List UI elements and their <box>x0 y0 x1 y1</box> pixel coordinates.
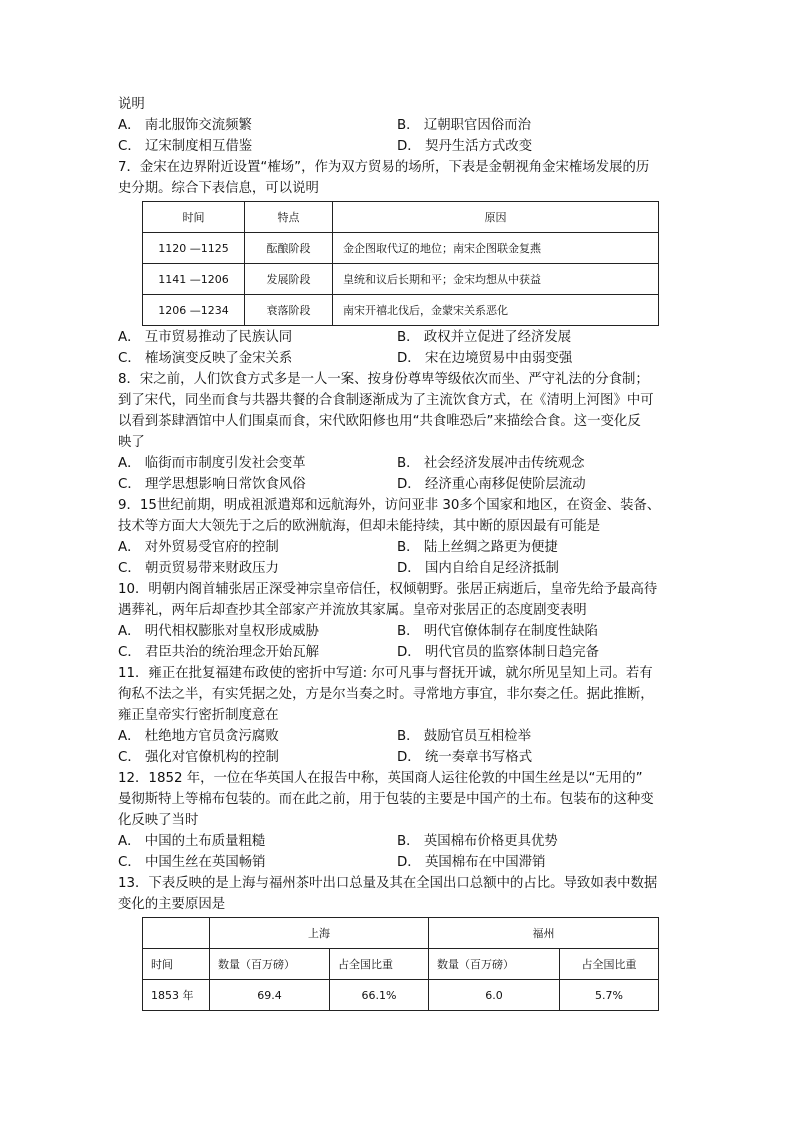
table-group-header-row <box>143 918 659 949</box>
q7-option-c[interactable]: C． 榷场演变反映了金宋关系 <box>118 351 293 366</box>
q7-option-d[interactable]: D． 宋在边境贸易中由弱变强 <box>397 351 573 366</box>
table-row <box>143 980 659 1011</box>
q6-option-b[interactable]: B． 辽朝职官因俗而治 <box>397 118 531 133</box>
q12-option-d[interactable]: D． 英国棉布在中国滞销 <box>397 855 546 870</box>
q8-stem-line-2: 到了宋代，同坐而食与共器共餐的合食制逐渐成为了主流饮食方式，在《清明上河图》中可 <box>118 393 654 408</box>
q7-option-a[interactable]: A． 互市贸易推动了民族认同 <box>118 330 293 345</box>
q11-option-a[interactable]: A． 杜绝地方官员贪污腐败 <box>118 729 279 744</box>
q11-option-b[interactable]: B． 鼓励官员互相检举 <box>397 729 531 744</box>
table-header-row <box>143 949 659 980</box>
table-header-cell: 时间 <box>143 202 245 233</box>
q8-options-row-1 <box>118 453 678 474</box>
table-cell: 1141 —1206 <box>143 264 245 295</box>
table-cell: 6.0 <box>429 980 560 1011</box>
q9-options-row-2 <box>118 558 678 579</box>
q11-stem-line-2: 徇私不法之半，有实凭据之处，方是尔当奏之时。寻常地方事宜，非尔奏之任。据此推断， <box>118 687 654 702</box>
table-header-cell: 福州 <box>429 918 659 949</box>
q9-option-a[interactable]: A． 对外贸易受官府的控制 <box>118 540 279 555</box>
q11-stem-line-1: 11．雍正在批复福建布政使的密折中写道: 尔可凡事与督抚开诚，就尔所见呈知上司。若有 <box>118 666 653 681</box>
table-header-row <box>143 202 659 233</box>
q13-stem-line-2: 变化的主要原因是 <box>118 897 226 912</box>
q12-stem-line-3: 化反映了当时 <box>118 813 199 828</box>
q6-options-row-2 <box>118 136 678 157</box>
q11-option-c[interactable]: C． 强化对官僚机构的控制 <box>118 750 279 765</box>
q9-stem-line-2: 技术等方面大大领先于之后的欧洲航海，但却未能持续，其中断的原因最有可能是 <box>118 519 601 534</box>
q12-option-a[interactable]: A． 中国的土布质量粗糙 <box>118 834 266 849</box>
table-row <box>143 233 659 264</box>
exam-page <box>118 94 678 1011</box>
table-header-cell: 数量（百万磅） <box>429 949 560 980</box>
q13-stem-line-1: 13．下表反映的是上海与福州茶叶出口总量及其在全国出口总额中的占比。导致如表中数据 <box>118 876 658 891</box>
table-cell: 发展阶段 <box>245 264 333 295</box>
q9-options-row-1 <box>118 537 678 558</box>
table-cell: 1120 —1125 <box>143 233 245 264</box>
q6-option-c[interactable]: C． 辽宋制度相互借鉴 <box>118 139 253 154</box>
q11-option-d[interactable]: D． 统一奏章书写格式 <box>397 750 533 765</box>
q7-options-row-1 <box>118 327 678 348</box>
q9-stem-line-1: 9．15世纪前期，明成祖派遣郑和远航海外，访问亚非 30多个国家和地区，在资金、装备、 <box>118 498 661 513</box>
q8-option-b[interactable]: B． 社会经济发展冲击传统观念 <box>397 456 585 471</box>
table-cell: 酝酿阶段 <box>245 233 333 264</box>
q12-options-row-2 <box>118 852 678 873</box>
table-cell: 5.7% <box>560 980 659 1011</box>
q7-option-b[interactable]: B． 政权并立促进了经济发展 <box>397 330 572 345</box>
table-cell: 1853 年 <box>143 980 210 1011</box>
q7-stem-line-2: 史分期。综合下表信息，可以说明 <box>118 181 319 196</box>
q10-options-row-1 <box>118 621 678 642</box>
q10-options-row-2 <box>118 642 678 663</box>
q8-stem-line-1: 8．宋之前，人们饮食方式多是一人一案、按身份尊卑等级依次而坐、严守礼法的分食制； <box>118 372 649 387</box>
q12-stem-line-2: 曼彻斯特上等棉布包装的。而在此之前，用于包装的主要是中国产的土布。包装布的这种变 <box>118 792 654 807</box>
q12-stem-line-1: 12．1852 年，一位在华英国人在报告中称，英国商人运往伦敦的中国生丝是以“无用的” <box>118 771 643 786</box>
q10-option-b[interactable]: B． 明代官僚体制存在制度性缺陷 <box>397 624 598 639</box>
q10-stem-line-1: 10．明朝内阁首辅张居正深受神宗皇帝信任，权倾朝野。张居正病逝后，皇帝先给予最高待 <box>118 582 658 597</box>
q12-option-c[interactable]: C． 中国生丝在英国畅销 <box>118 855 266 870</box>
q6-stem-tail: 说明 <box>118 97 145 112</box>
table-cell: 衰落阶段 <box>245 295 333 326</box>
q8-stem-line-4: 映了 <box>118 435 145 450</box>
table-cell: 66.1% <box>330 980 429 1011</box>
table-header-cell <box>143 918 210 949</box>
table-header-cell: 特点 <box>245 202 333 233</box>
q8-option-d[interactable]: D． 经济重心南移促使阶层流动 <box>397 477 586 492</box>
table-cell: 1206 —1234 <box>143 295 245 326</box>
q13-table <box>142 917 659 1011</box>
table-header-cell: 占全国比重 <box>560 949 659 980</box>
q8-option-c[interactable]: C． 理学思想影响日常饮食风俗 <box>118 477 306 492</box>
q9-option-c[interactable]: C． 朝贡贸易带来财政压力 <box>118 561 279 576</box>
q12-option-b[interactable]: B． 英国棉布价格更具优势 <box>397 834 558 849</box>
table-header-cell: 原因 <box>333 202 659 233</box>
q10-option-c[interactable]: C． 君臣共治的统治理念开始瓦解 <box>118 645 320 660</box>
q6-option-a[interactable]: A． 南北服饰交流频繁 <box>118 118 252 133</box>
table-cell: 南宋开禧北伐后，金蒙宋关系恶化 <box>333 295 659 326</box>
q11-stem-line-3: 雍正皇帝实行密折制度意在 <box>118 708 279 723</box>
table-cell: 金企图取代辽的地位；南宋企图联金复燕 <box>333 233 659 264</box>
q9-option-d[interactable]: D． 国内自给自足经济抵制 <box>397 561 559 576</box>
table-header-cell: 占全国比重 <box>330 949 429 980</box>
q6-options-row-1 <box>118 115 678 136</box>
q7-table <box>142 201 659 326</box>
q9-option-b[interactable]: B． 陆上丝绸之路更为便捷 <box>397 540 558 555</box>
q12-options-row-1 <box>118 831 678 852</box>
q7-stem-line-1: 7．金宋在边界附近设置“榷场”，作为双方贸易的场所，下表是金朝视角金宋榷场发展的历 <box>118 160 650 175</box>
q8-option-a[interactable]: A． 临街而市制度引发社会变革 <box>118 456 306 471</box>
q7-options-row-2 <box>118 348 678 369</box>
q8-stem-line-3: 以看到茶肆酒馆中人们围桌而食，宋代欧阳修也用“共食唯恐后”来描绘合食。这一变化反 <box>118 414 641 429</box>
table-header-cell: 时间 <box>143 949 210 980</box>
table-row <box>143 264 659 295</box>
table-header-cell: 上海 <box>210 918 429 949</box>
q10-stem-line-2: 遇葬礼，两年后却查抄其全部家产并流放其家属。皇帝对张居正的态度剧变表明 <box>118 603 587 618</box>
q10-option-d[interactable]: D． 明代官员的监察体制日趋完备 <box>397 645 600 660</box>
q10-option-a[interactable]: A． 明代相权膨胀对皇权形成威胁 <box>118 624 319 639</box>
q11-options-row-1 <box>118 726 678 747</box>
table-header-cell: 数量（百万磅） <box>210 949 330 980</box>
q6-option-d[interactable]: D． 契丹生活方式改变 <box>397 139 533 154</box>
q11-options-row-2 <box>118 747 678 768</box>
table-cell: 69.4 <box>210 980 330 1011</box>
table-row <box>143 295 659 326</box>
table-cell: 皇统和议后长期和平；金宋均想从中获益 <box>333 264 659 295</box>
q8-options-row-2 <box>118 474 678 495</box>
